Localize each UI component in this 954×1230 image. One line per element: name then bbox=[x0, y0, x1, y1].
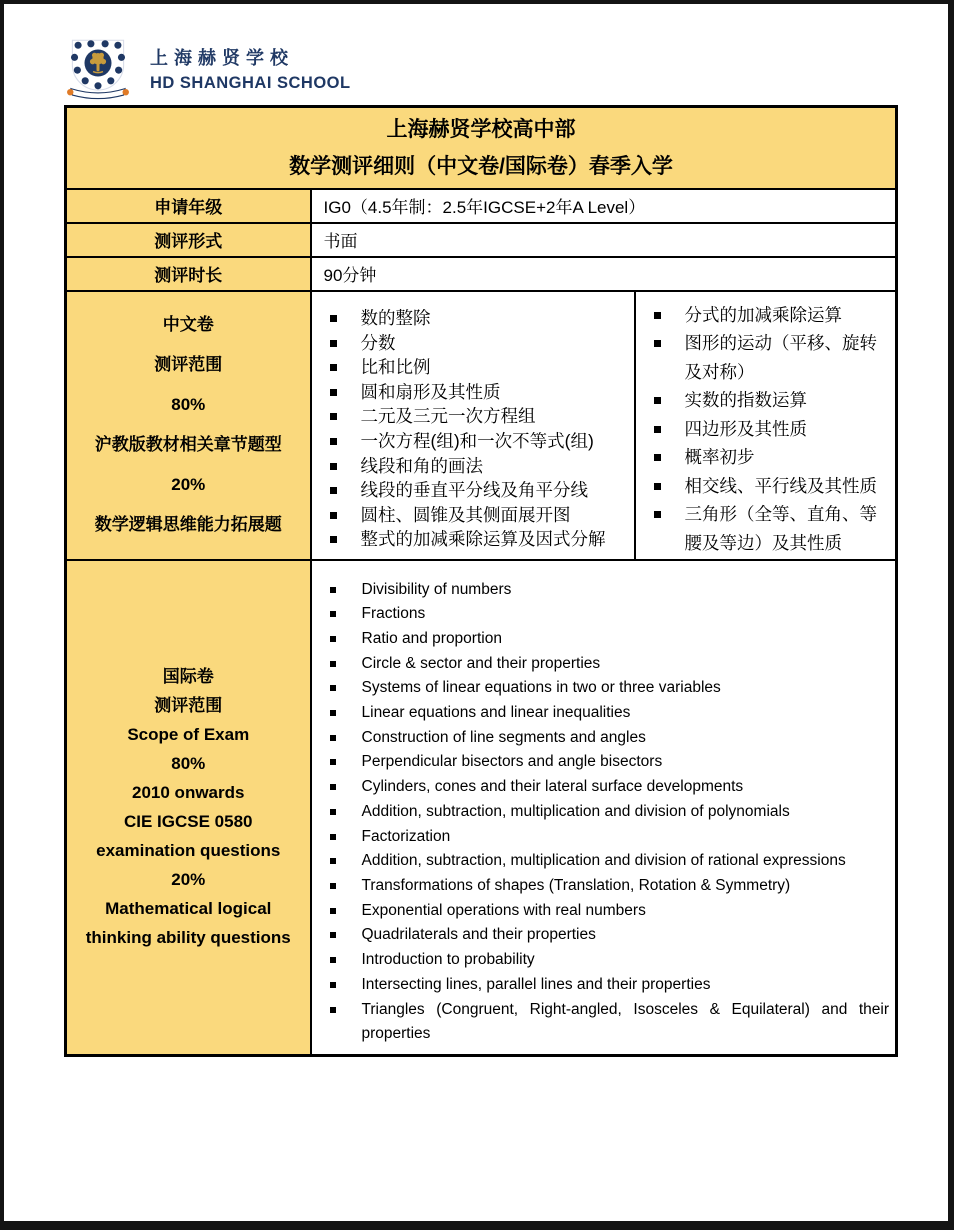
table-title-cell bbox=[66, 107, 897, 189]
label-line: 数学逻辑思维能力拓展题 bbox=[94, 515, 282, 534]
grade-value: IG0（4.5年制：2.5年IGCSE+2年A Level） bbox=[323, 198, 646, 217]
bullet-square-icon bbox=[330, 389, 337, 396]
list-item bbox=[330, 998, 890, 1047]
bullet-square-icon bbox=[330, 834, 336, 840]
label-line: Mathematical logical thinking ability questions bbox=[85, 899, 291, 948]
bullet-square-icon bbox=[330, 858, 336, 864]
topic-text: 相交线、平行线及其性质 bbox=[684, 475, 877, 496]
bullet-square-icon bbox=[330, 413, 337, 420]
chinese-paper-label bbox=[67, 292, 310, 559]
list-item bbox=[330, 355, 628, 380]
list-item bbox=[654, 443, 890, 472]
topic-text: Construction of line segments and angles bbox=[361, 728, 646, 746]
format-label-cell bbox=[66, 223, 311, 257]
table-title-row bbox=[66, 107, 897, 189]
topic-text: 四边形及其性质 bbox=[684, 418, 807, 439]
bullet-square-icon bbox=[330, 487, 337, 494]
international-topics-list bbox=[312, 568, 896, 1047]
bullet-square-icon bbox=[330, 1007, 336, 1013]
chinese-paper-section-row bbox=[66, 291, 897, 560]
topic-text: 二元及三元一次方程组 bbox=[360, 406, 536, 427]
list-item bbox=[654, 500, 890, 557]
topic-text: 线段和角的画法 bbox=[360, 455, 483, 476]
topic-text: Cylinders, cones and their lateral surface developments bbox=[361, 778, 744, 796]
bullet-square-icon bbox=[330, 932, 336, 938]
grade-label: 申请年级 bbox=[154, 198, 223, 217]
topic-text: Linear equations and linear inequalities bbox=[361, 704, 631, 722]
document-title-line2: 数学测评细则（中文卷/国际卷）春季入学 bbox=[289, 154, 673, 178]
topic-text: 概率初步 bbox=[684, 447, 755, 468]
list-item bbox=[330, 849, 890, 874]
list-item bbox=[330, 923, 890, 948]
chinese-topics-left-list bbox=[312, 298, 634, 552]
label-line: 20% bbox=[171, 475, 206, 494]
list-item bbox=[330, 527, 628, 552]
bullet-square-icon bbox=[330, 908, 336, 914]
assessment-table bbox=[64, 105, 898, 1057]
label-line: 80% bbox=[171, 395, 206, 414]
topic-text: 线段的垂直平分线及角平分线 bbox=[360, 480, 588, 501]
list-item bbox=[330, 899, 890, 924]
label-line: CIE IGCSE 0580 examination questions bbox=[96, 812, 281, 861]
topic-text: Exponential operations with real numbers bbox=[361, 901, 646, 919]
international-paper-label-cell bbox=[66, 560, 311, 1056]
list-item bbox=[330, 701, 890, 726]
bullet-square-icon bbox=[330, 587, 336, 593]
format-label: 测评形式 bbox=[154, 232, 223, 251]
duration-label: 测评时长 bbox=[154, 266, 223, 285]
list-item bbox=[330, 652, 890, 677]
bullet-square-icon bbox=[330, 636, 336, 642]
topic-text: 实数的指数运算 bbox=[684, 390, 807, 411]
school-crest-logo bbox=[62, 36, 134, 100]
school-names bbox=[150, 44, 351, 93]
bullet-square-icon bbox=[330, 463, 337, 470]
topic-text: Quadrilaterals and their properties bbox=[361, 926, 596, 944]
grade-value-cell bbox=[311, 189, 897, 223]
topic-text: 比和比例 bbox=[360, 357, 431, 378]
label-line: 80% bbox=[171, 754, 206, 774]
topic-text: Factorization bbox=[361, 827, 451, 845]
list-item bbox=[330, 331, 628, 356]
list-item bbox=[654, 472, 890, 501]
bullet-square-icon bbox=[654, 312, 661, 319]
chinese-paper-label-cell bbox=[66, 291, 311, 560]
topic-text: Circle & sector and their properties bbox=[361, 654, 601, 672]
bullet-square-icon bbox=[330, 364, 337, 371]
duration-label-cell bbox=[66, 257, 311, 291]
chinese-topics-right-cell bbox=[635, 291, 897, 560]
bullet-square-icon bbox=[330, 512, 337, 519]
duration-value: 90分钟 bbox=[323, 266, 377, 285]
bullet-square-icon bbox=[330, 661, 336, 667]
topic-text: Introduction to probability bbox=[361, 951, 535, 969]
topic-text: 圆柱、圆锥及其侧面展开图 bbox=[360, 504, 571, 525]
topic-text: Systems of linear equations in two or three variables bbox=[361, 679, 721, 697]
topic-text: 整式的加减乘除运算及因式分解 bbox=[360, 529, 606, 550]
list-item bbox=[330, 800, 890, 825]
list-item bbox=[330, 404, 628, 429]
list-item bbox=[330, 503, 628, 528]
list-item bbox=[330, 478, 628, 503]
list-item bbox=[654, 415, 890, 444]
duration-value-cell bbox=[311, 257, 897, 291]
topic-text: 分式的加减乘除运算 bbox=[684, 304, 842, 325]
bullet-square-icon bbox=[654, 340, 661, 347]
bullet-square-icon bbox=[330, 611, 336, 617]
list-item bbox=[330, 380, 628, 405]
bullet-square-icon bbox=[330, 883, 336, 889]
list-item bbox=[330, 973, 890, 998]
bullet-square-icon bbox=[330, 438, 337, 445]
letterhead bbox=[4, 4, 948, 100]
list-item bbox=[330, 726, 890, 751]
list-item bbox=[330, 775, 890, 800]
label-line: Scope of Exam bbox=[127, 725, 250, 745]
list-item bbox=[330, 578, 890, 603]
list-item bbox=[330, 306, 628, 331]
topic-text: Transformations of shapes (Translation, Rotation & Symmetry) bbox=[361, 877, 791, 894]
topic-text: 图形的运动（平移、旋转及对称） bbox=[684, 333, 877, 382]
topic-text: Ratio and proportion bbox=[361, 629, 502, 647]
label-line: 测评范围 bbox=[154, 696, 223, 716]
list-item bbox=[330, 750, 890, 775]
bullet-square-icon bbox=[654, 483, 661, 490]
label-line: 中文卷 bbox=[162, 315, 214, 334]
bullet-square-icon bbox=[654, 426, 661, 433]
bullet-square-icon bbox=[654, 454, 661, 461]
bullet-square-icon bbox=[330, 957, 336, 963]
list-item bbox=[654, 329, 890, 386]
topic-text: 一次方程(组)和一次不等式(组) bbox=[360, 431, 594, 451]
list-item bbox=[654, 301, 890, 330]
list-item bbox=[330, 454, 628, 479]
label-line: 国际卷 bbox=[162, 667, 214, 687]
label-line: 20% bbox=[171, 870, 206, 890]
bullet-square-icon bbox=[330, 340, 337, 347]
bullet-square-icon bbox=[654, 397, 661, 404]
list-item bbox=[330, 825, 890, 850]
bullet-square-icon bbox=[330, 982, 336, 988]
bullet-square-icon bbox=[330, 735, 336, 741]
topic-text: Intersecting lines, parallel lines and their properties bbox=[361, 975, 711, 993]
label-line: 2010 onwards bbox=[132, 783, 245, 803]
bullet-square-icon bbox=[654, 511, 661, 518]
bullet-square-icon bbox=[330, 809, 336, 815]
bullet-square-icon bbox=[330, 710, 336, 716]
bullet-square-icon bbox=[330, 759, 336, 765]
international-paper-section-row bbox=[66, 560, 897, 1056]
bullet-square-icon bbox=[330, 315, 337, 322]
list-item bbox=[654, 386, 890, 415]
grade-label-cell bbox=[66, 189, 311, 223]
topic-text: Divisibility of numbers bbox=[361, 580, 512, 598]
label-line: 测评范围 bbox=[154, 355, 223, 374]
list-item bbox=[330, 602, 890, 627]
format-value-cell bbox=[311, 223, 897, 257]
topic-text: 数的整除 bbox=[360, 308, 431, 329]
school-name-english: HD SHANGHAI SCHOOL bbox=[150, 73, 351, 92]
bullet-square-icon bbox=[330, 784, 336, 790]
topic-text: Addition, subtraction, multiplication and division of rational expressions bbox=[361, 852, 846, 870]
topic-text: Addition, subtraction, multiplication and division of polynomials bbox=[361, 802, 790, 820]
topic-text: Fractions bbox=[361, 605, 426, 623]
topic-text: 分数 bbox=[360, 332, 396, 353]
format-value: 书面 bbox=[323, 232, 358, 251]
international-paper-label bbox=[67, 561, 310, 1055]
label-line: 沪教版教材相关章节题型 bbox=[94, 435, 282, 454]
chinese-topics-left-cell bbox=[311, 291, 635, 560]
topic-text: 圆和扇形及其性质 bbox=[360, 381, 501, 402]
list-item bbox=[330, 874, 890, 899]
bullet-square-icon bbox=[330, 685, 336, 691]
topic-text: 三角形（全等、直角、等腰及等边）及其性质 bbox=[684, 504, 877, 553]
table-row-format bbox=[66, 223, 897, 257]
document-title-line1: 上海赫贤学校高中部 bbox=[386, 117, 576, 141]
topic-text: Perpendicular bisectors and angle bisectors bbox=[361, 753, 663, 771]
chinese-topics-right-list bbox=[636, 293, 896, 558]
list-item bbox=[330, 627, 890, 652]
international-topics-cell bbox=[311, 560, 897, 1056]
bullet-square-icon bbox=[330, 536, 337, 543]
table-row-duration bbox=[66, 257, 897, 291]
table-row-grade bbox=[66, 189, 897, 223]
school-name-chinese: 上海赫贤学校 bbox=[150, 47, 294, 68]
list-item bbox=[330, 429, 628, 454]
list-item bbox=[330, 948, 890, 973]
list-item bbox=[330, 676, 890, 701]
topic-text: Triangles (Congruent, Right-angled, Isosceles & Equilateral) and their properties bbox=[361, 1000, 890, 1043]
